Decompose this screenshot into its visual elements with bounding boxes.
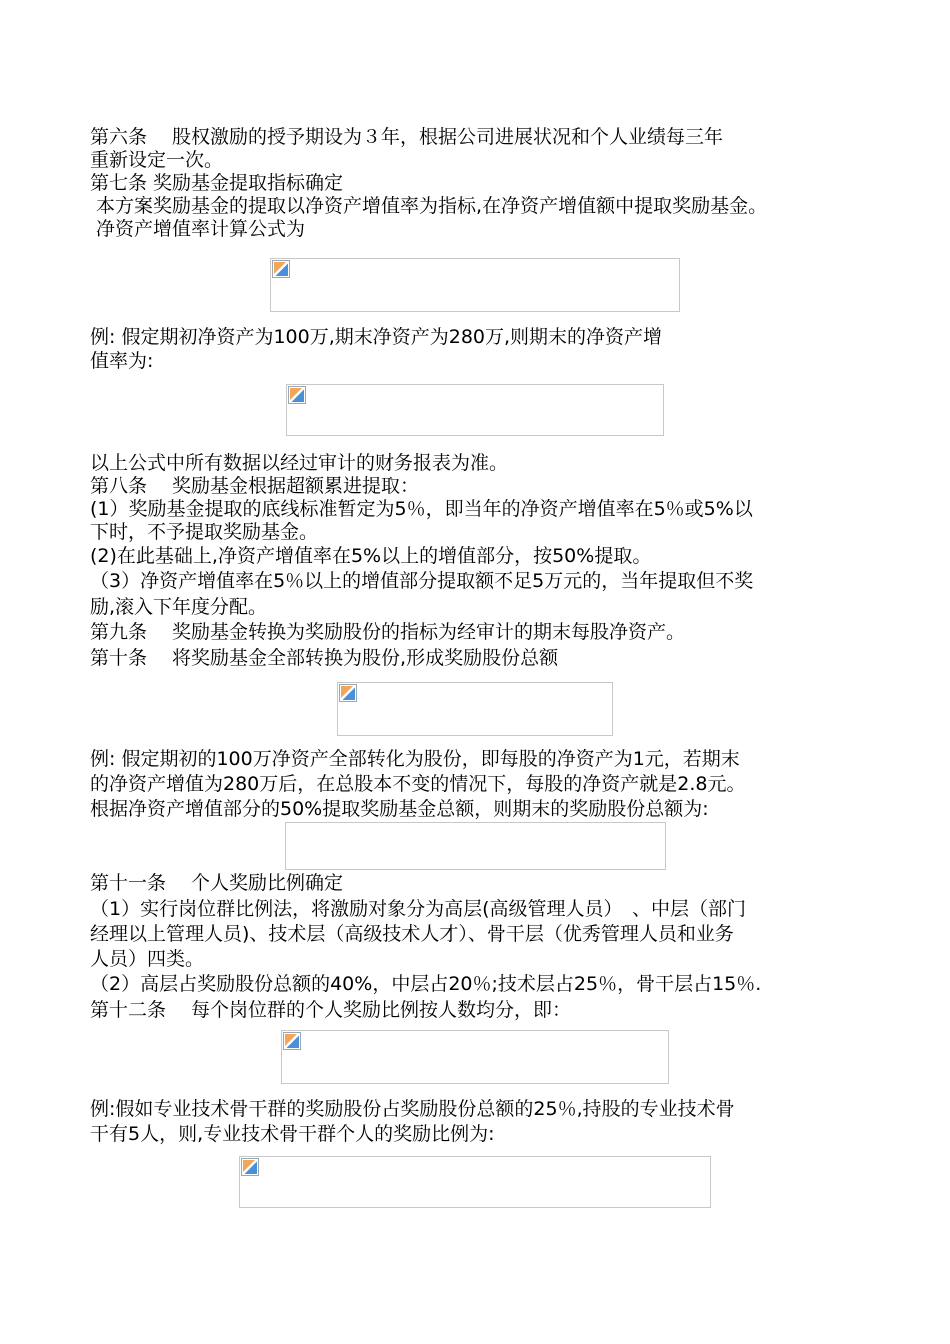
formula-image-6 xyxy=(239,1156,711,1208)
article-8-heading: 第八条 奖励基金根据超额累进提取： xyxy=(90,475,420,497)
article-7-heading: 第七条 奖励基金提取指标确定 xyxy=(90,172,344,194)
article-11-heading: 第十一条 个人奖励比例确定 xyxy=(90,872,344,894)
example-2-line-2: 的净资产增值为280万后，在总股本不变的情况下，每股的净资产就是2.8元。 xyxy=(90,773,746,795)
article-11-item-1-line-1: （1）实行岗位群比例法，将激励对象分为高层(高级管理人员） 、中层（部门 xyxy=(90,898,747,920)
broken-image-icon xyxy=(339,684,357,702)
example-1-line-2: 值率为: xyxy=(90,350,154,372)
example-1-line-1: 例: 假定期初净资产为100万,期末净资产为280万,则期末的净资产增 xyxy=(90,326,663,348)
article-8-item-1-line-2: 下时，不予提取奖励基金。 xyxy=(90,521,319,543)
article-11-item-1-line-2: 经理以上管理人员)、技术层（高级技术人才）、骨干层（优秀管理人员和业务 xyxy=(90,923,734,945)
article-6-line-1: 第六条 股权激励的授予期设为３年，根据公司进展状况和个人业绩每三年 xyxy=(90,126,724,148)
broken-image-icon xyxy=(283,1032,301,1050)
article-8-item-3-line-2: 励,滚入下年度分配。 xyxy=(90,596,268,618)
article-12: 第十二条 每个岗位群的个人奖励比例按人数均分，即： xyxy=(90,999,572,1021)
formula-intro-1: 净资产增值率计算公式为 xyxy=(90,218,306,240)
broken-image-icon xyxy=(272,260,290,278)
example-2-line-3: 根据净资产增值部分的50%提取奖励基金总额，则期末的奖励股份总额为: xyxy=(90,798,709,820)
formula-image-2 xyxy=(286,384,664,436)
broken-image-icon xyxy=(288,386,306,404)
broken-image-icon xyxy=(241,1158,259,1176)
article-9: 第九条 奖励基金转换为奖励股份的指标为经审计的期末每股净资产。 xyxy=(90,621,686,643)
article-11-item-1-line-3: 人员）四类。 xyxy=(90,948,205,970)
article-8-item-2: (2)在此基础上,净资产增值率在5%以上的增值部分，按50%提取。 xyxy=(90,545,652,567)
example-3-line-1: 例:假如专业技术骨干群的奖励股份占奖励股份总额的25％,持股的专业技术骨 xyxy=(90,1098,735,1120)
article-8-item-3-line-1: （3）净资产增值率在5％以上的增值部分提取额不足5万元的，当年提取但不奖 xyxy=(90,570,754,592)
article-10: 第十条 将奖励基金全部转换为股份,形成奖励股份总额 xyxy=(90,647,559,669)
formula-image-3 xyxy=(337,682,613,736)
example-3-line-2: 干有5人，则,专业技术骨干群个人的奖励比例为: xyxy=(90,1123,495,1145)
example-2-line-1: 例: 假定期初的100万净资产全部转化为股份，即每股的净资产为1元，若期末 xyxy=(90,748,740,770)
article-8-item-1-line-1: (1）奖励基金提取的底线标准暂定为5％，即当年的净资产增值率在5％或5%以 xyxy=(90,498,753,520)
formula-image-4 xyxy=(285,822,666,870)
article-11-item-2: （2）高层占奖励股份总额的40%，中层占20％;技术层占25％，骨干层占15％. xyxy=(90,973,762,995)
article-6-line-2: 重新设定一次。 xyxy=(90,149,224,171)
article-7-body: 本方案奖励基金的提取以净资产增值率为指标,在净资产增值额中提取奖励基金。 xyxy=(90,195,768,217)
audit-note: 以上公式中所有数据以经过审计的财务报表为准。 xyxy=(90,452,509,474)
formula-image-1 xyxy=(270,258,680,312)
formula-image-5 xyxy=(281,1030,669,1084)
